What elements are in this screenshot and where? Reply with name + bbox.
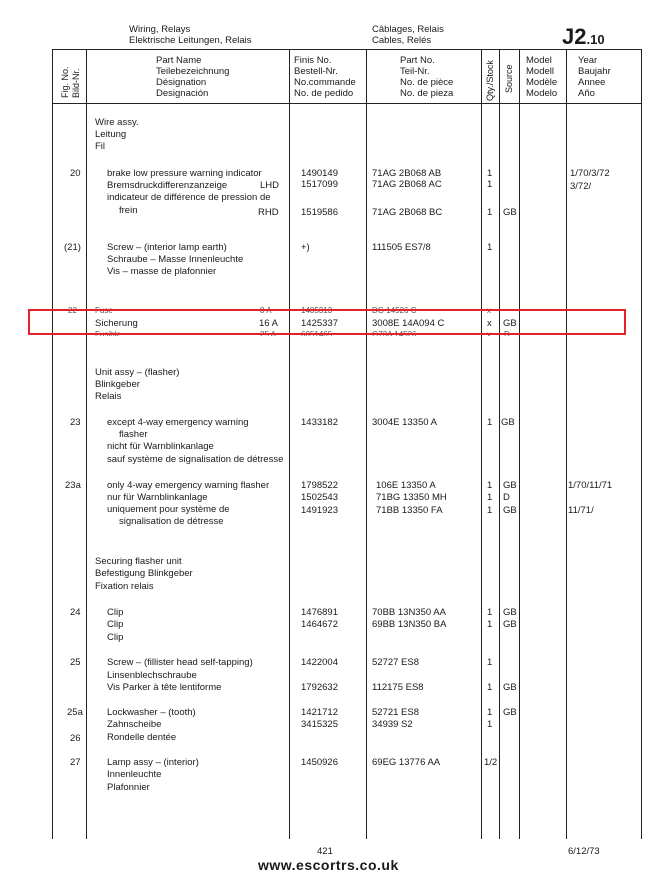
part-number: 71BG 13350 MH	[376, 492, 447, 503]
header-qty: Qty./Stock	[485, 60, 495, 101]
part-number: G73A 14526	[372, 331, 417, 336]
part-name: frein	[119, 205, 138, 216]
fig-number: 23a	[65, 480, 81, 491]
finis-number: 1519586	[301, 207, 338, 218]
finis-number: 1485313	[301, 306, 333, 315]
col-line-name	[289, 49, 290, 839]
group-heading: Fil	[95, 141, 106, 152]
fig-number: 25a	[67, 707, 83, 718]
quantity: 1	[487, 179, 493, 190]
website-url: www.escortrs.co.uk	[258, 857, 399, 873]
fig-number: 25	[70, 657, 81, 668]
header-finis-de: Bestell-Nr.	[294, 66, 338, 77]
part-number: 52721 ES8	[372, 707, 420, 718]
year-range: 11/71/	[568, 505, 594, 516]
part-number: DG 14526 C	[372, 306, 417, 315]
part-name: Clip	[107, 607, 124, 618]
finis-number: 1502543	[301, 492, 338, 503]
group-heading: Fixation relais	[95, 581, 154, 592]
header-part-name-fr: Désignation	[156, 77, 207, 88]
header-fig-no: Fig. No.	[60, 66, 70, 98]
fig-number: (21)	[64, 242, 81, 253]
header-part-no-es: No. de pieza	[400, 88, 454, 99]
finis-number: 1798522	[301, 480, 338, 491]
header-model-fr: Modèle	[526, 77, 558, 88]
header-part-no-de: Teil-Nr.	[400, 66, 430, 77]
group-heading: Securing flasher unit	[95, 556, 182, 567]
page-code-main: J2	[562, 24, 587, 49]
header-year-en: Year	[578, 55, 598, 66]
finis-number: 1450926	[301, 757, 338, 768]
finis-number: 1491923	[301, 505, 338, 516]
part-number: 71BB 13350 FA	[376, 505, 443, 516]
part-name: Sicherung	[95, 318, 138, 329]
page-number: 421	[317, 846, 333, 857]
part-name: uniquement pour système de	[107, 504, 230, 515]
source: GB	[503, 318, 517, 329]
col-line-left	[52, 49, 53, 839]
quantity: 1	[487, 242, 493, 253]
quantity: 1	[487, 607, 493, 618]
quantity: 1	[487, 480, 493, 491]
col-line-model	[566, 49, 567, 839]
part-number: 52727 ES8	[372, 657, 420, 668]
group-heading: Leitung	[95, 129, 127, 140]
source: GB	[503, 505, 517, 516]
part-name: sauf système de signalisation de détresse	[107, 454, 284, 465]
header-year-de: Baujahr	[578, 66, 611, 77]
source: GB	[503, 207, 517, 218]
header-source: Source	[504, 64, 514, 93]
part-name: Fuse	[95, 306, 113, 315]
steering-side: LHD	[260, 180, 280, 191]
col-line-source	[519, 49, 520, 839]
quantity: 1	[487, 417, 493, 428]
finis-number: 1422004	[301, 657, 338, 668]
part-name: nur für Warnblinkanlage	[107, 492, 208, 503]
page-code	[562, 24, 605, 50]
header-bottom-rule	[52, 103, 642, 104]
year-range: 3/72/	[570, 181, 592, 192]
steering-side: RHD	[258, 207, 279, 218]
part-name: nicht für Warnblinkanlage	[107, 441, 214, 452]
source: GB	[503, 682, 517, 693]
part-name: Vis – masse de plafonnier	[107, 266, 217, 277]
part-name: flasher	[119, 429, 148, 440]
header-part-name-de: Teilebezeichnung	[156, 66, 230, 77]
part-name: Bremsdruckdifferenzanzeige	[107, 180, 228, 191]
header-part-no-fr: No. de pièce	[400, 77, 454, 88]
col-line-qty	[499, 49, 500, 839]
part-name: Zahnscheibe	[107, 719, 162, 730]
fig-number: 24	[70, 607, 81, 618]
part-name: signalisation de détresse	[119, 516, 224, 527]
part-number: 69EG 13776 AA	[372, 757, 441, 768]
part-name: Fusible	[95, 331, 121, 336]
quantity: 1	[487, 207, 493, 218]
source: GB	[503, 480, 517, 491]
quantity: 1	[487, 492, 493, 503]
part-name: Clip	[107, 632, 124, 643]
header-part-no-en: Part No.	[400, 55, 435, 66]
group-heading: Relais	[95, 391, 122, 402]
finis-number: +)	[301, 242, 310, 253]
part-name: brake low pressure warning indicator	[107, 168, 262, 179]
header-part-name-es: Designación	[156, 88, 209, 99]
quantity: 1	[487, 682, 493, 693]
part-name: Clip	[107, 619, 124, 630]
group-heading: Unit assy – (flasher)	[95, 367, 180, 378]
header-finis-en: Finis No.	[294, 55, 332, 66]
part-number: 71AG 2B068 AC	[372, 179, 442, 190]
finis-number: 3415325	[301, 719, 338, 730]
part-name: only 4-way emergency warning flasher	[107, 480, 270, 491]
source: GB	[501, 417, 515, 428]
quantity: 1	[487, 505, 493, 516]
quantity: x	[487, 318, 492, 329]
header-top-rule	[52, 49, 642, 50]
group-heading: Befestigung Blinkgeber	[95, 568, 193, 579]
finis-number: 1792632	[301, 682, 338, 693]
quantity: 1/2	[484, 757, 498, 768]
year-range: 1/70/11/71	[568, 480, 613, 491]
part-name: Lamp assy – (interior)	[107, 757, 199, 768]
part-name: Plafonnier	[107, 782, 150, 793]
quantity: 1	[487, 168, 493, 179]
group-heading: Blinkgeber	[95, 379, 140, 390]
part-name: Innenleuchte	[107, 769, 162, 780]
part-number: 69BB 13N350 BA	[372, 619, 447, 630]
part-name: Rondelle dentée	[107, 732, 177, 743]
finis-number: 1517099	[301, 179, 338, 190]
fuse-rating: 8 A	[260, 306, 272, 315]
source: D	[504, 331, 510, 336]
page-code-sub: .10	[586, 32, 605, 47]
part-name: Lockwasher – (tooth)	[107, 707, 196, 718]
part-number: 3008E 14A094 C	[372, 318, 445, 329]
part-number: 71AG 2B068 AB	[372, 168, 442, 179]
header-finis-fr: No.commande	[294, 77, 356, 88]
part-number: 112175 ES8	[372, 682, 424, 693]
part-name: Screw – (interior lamp earth)	[107, 242, 227, 253]
source: GB	[503, 607, 517, 618]
source: D	[503, 492, 510, 503]
part-name: Linsenblechschraube	[107, 670, 197, 681]
finis-number: 1464672	[301, 619, 338, 630]
header-model-es: Modelo	[526, 88, 558, 99]
part-name: Screw – (fillister head self-tapping)	[107, 657, 253, 668]
header-model-en: Model	[526, 55, 552, 66]
quantity: 1	[487, 657, 493, 668]
header-model-de: Modell	[526, 66, 554, 77]
finis-number: 1490149	[301, 168, 338, 179]
section-title-fr: Câblages, Relais	[372, 24, 444, 35]
fig-number: 27	[70, 757, 81, 768]
quantity: 1	[487, 619, 493, 630]
highlight-box	[28, 309, 626, 335]
col-line-part	[481, 49, 482, 839]
quantity: x	[487, 331, 491, 336]
header-bild-nr: Bild-Nr.	[71, 68, 81, 98]
part-number: 34939 S2	[372, 719, 413, 730]
source: GB	[503, 619, 517, 630]
header-part-name-en: Part Name	[156, 55, 202, 66]
col-line-right	[641, 49, 642, 839]
quantity: x	[487, 306, 491, 315]
group-heading: Wire assy.	[95, 117, 139, 128]
col-line-fig	[86, 49, 87, 839]
source: GB	[503, 707, 517, 718]
quantity: 1	[487, 719, 493, 730]
fig-number: 22	[68, 306, 77, 315]
fig-number: 26	[70, 733, 81, 744]
part-name: indicateur de différence de pression de	[107, 192, 271, 203]
finis-number: 1433182	[301, 417, 338, 428]
fuse-rating: 25 A	[260, 331, 277, 336]
fuse-rating: 16 A	[259, 318, 279, 329]
print-date: 6/12/73	[568, 846, 600, 857]
part-number: 71AG 2B068 BC	[372, 207, 443, 218]
part-number: 106E 13350 A	[376, 480, 436, 491]
section-title-de: Elektrische Leitungen, Relais	[129, 35, 252, 46]
header-year-fr: Annee	[578, 77, 606, 88]
finis-number: 1425337	[301, 318, 338, 329]
year-range: 1/70/3/72	[570, 168, 610, 179]
col-line-finis	[366, 49, 367, 839]
part-name: except 4-way emergency warning	[107, 417, 249, 428]
part-number: 111505 ES7/8	[372, 242, 431, 253]
finis-number: 6051465	[301, 331, 333, 336]
quantity: 1	[487, 707, 493, 718]
section-title-es: Cables, Relés	[372, 35, 432, 46]
fig-number: 20	[70, 168, 81, 179]
fig-number: 23	[70, 417, 81, 428]
header-year-es: Año	[578, 88, 595, 99]
part-number: 3004E 13350 A	[372, 417, 437, 428]
part-number: 70BB 13N350 AA	[372, 607, 446, 618]
header-finis-es: No. de pedido	[294, 88, 354, 99]
part-name: Vis Parker à tête lentiforme	[107, 682, 222, 693]
section-title-en: Wiring, Relays	[129, 24, 191, 35]
finis-number: 1476891	[301, 607, 338, 618]
finis-number: 1421712	[301, 707, 338, 718]
part-name: Schraube – Masse Innenleuchte	[107, 254, 244, 265]
